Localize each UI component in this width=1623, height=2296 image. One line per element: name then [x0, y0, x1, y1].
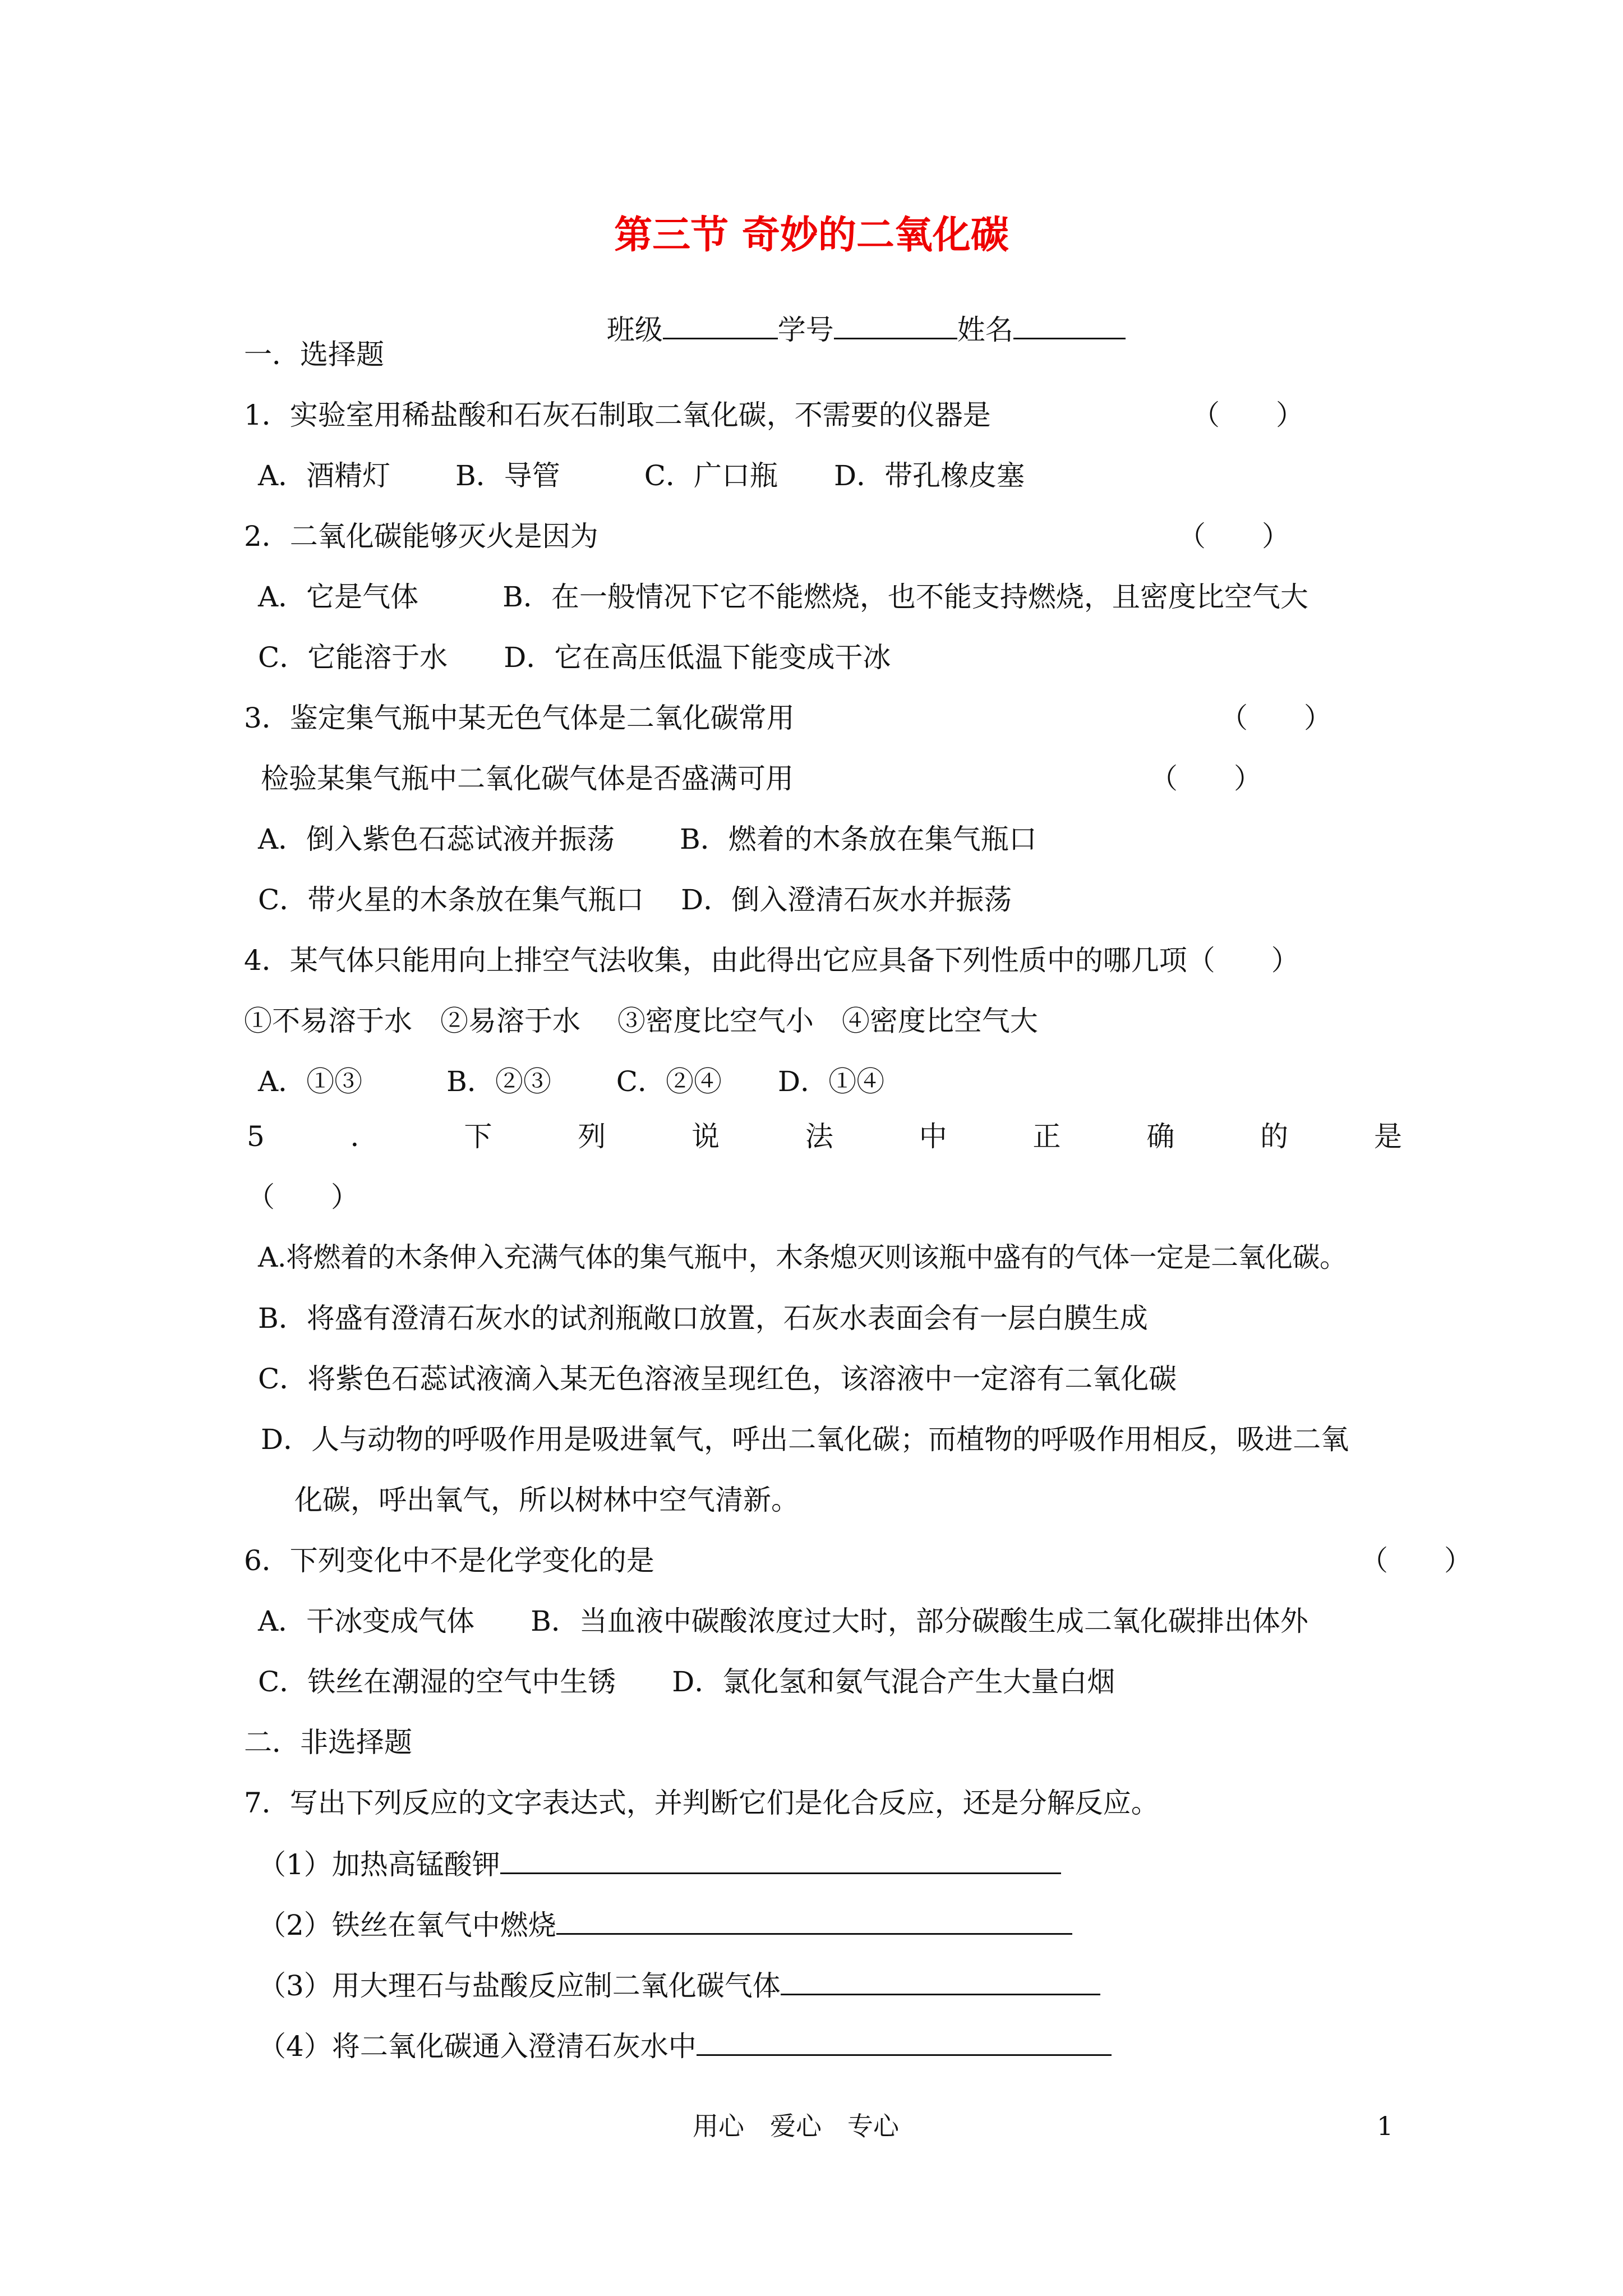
- q7-item-2: [258, 1906, 1072, 1943]
- q2-options-cd: C．它能溶于水 D．它在高压低温下能变成干冰: [258, 641, 891, 674]
- q5-option-d-line-1: D．人与动物的呼吸作用是吸进氧气，呼出二氧化碳；而植物的呼吸作用相反，吸进二氧: [261, 1423, 1349, 1456]
- q4-options: A．①③ B．②③ C．②④ D．①④: [258, 1065, 885, 1098]
- q1-stem: 1．实验室用稀盐酸和石灰石制取二氧化碳，不需要的仪器是: [244, 399, 991, 431]
- section-1-heading: 一．选择题: [244, 338, 384, 371]
- q6-stem: 6．下列变化中不是化学变化的是: [244, 1544, 654, 1577]
- answer-blank: [781, 1967, 1100, 1995]
- q5-stem-char: 中: [919, 1120, 947, 1153]
- q7-item-1: [258, 1846, 1061, 1883]
- q1-options: A．酒精灯 B．导管 C．广口瓶 D．带孔橡皮塞: [258, 459, 1025, 492]
- class-blank: [663, 311, 778, 339]
- q5-option-b: B．将盛有澄清石灰水的试剂瓶敞口放置，石灰水表面会有一层白膜生成: [258, 1302, 1148, 1335]
- q5-stem-char: 确: [1146, 1120, 1175, 1153]
- answer-blank: [697, 2027, 1112, 2056]
- q2-stem: 2．二氧化碳能够灭火是因为: [244, 520, 598, 553]
- header-fields: [589, 275, 1126, 348]
- name-label: 姓名: [957, 314, 1013, 346]
- q5-stem-char: 的: [1260, 1120, 1289, 1153]
- q7-stem: 7．写出下列反应的文字表达式，并判断它们是化合反应，还是分解反应。: [244, 1787, 1159, 1819]
- q5-stem-char: 法: [805, 1120, 833, 1153]
- q5-answer-paren: （ ）: [247, 1181, 359, 1213]
- q1-answer-paren: （ ）: [1192, 399, 1304, 431]
- q5-stem-char: 列: [578, 1120, 606, 1153]
- q3-answer-paren: （ ）: [1220, 702, 1332, 734]
- q7-item-label: （2）铁丝在氧气中燃烧: [258, 1909, 556, 1941]
- q7-item-3: [258, 1967, 1100, 2004]
- q7-item-label: （3）用大理石与盐酸反应制二氧化碳气体: [258, 1970, 781, 2002]
- q5-stem-char: 5: [247, 1120, 265, 1153]
- answer-blank: [500, 1846, 1061, 1874]
- q5-stem-char: 下: [464, 1120, 492, 1153]
- q3-stem: 3．鉴定集气瓶中某无色气体是二氧化碳常用: [244, 702, 795, 734]
- q5-stem-char: ．: [350, 1120, 379, 1153]
- q7-item-label: （4）将二氧化碳通入澄清石灰水中: [258, 2030, 697, 2063]
- q5-stem: [247, 1119, 1402, 1154]
- name-blank: [1013, 311, 1126, 339]
- q3-options-ab: A．倒入紫色石蕊试液并振荡 B．燃着的木条放在集气瓶口: [258, 823, 1037, 855]
- q3-stem-2: 检验某集气瓶中二氧化碳气体是否盛满可用: [261, 762, 794, 795]
- q7-item-label: （1）加热高锰酸钾: [258, 1848, 500, 1881]
- q3-options-cd: C．带火星的木条放在集气瓶口 D．倒入澄清石灰水并振荡: [258, 884, 1012, 916]
- page-title: 第三节 奇妙的二氧化碳: [614, 213, 1009, 257]
- class-label: 班级: [606, 314, 663, 346]
- q6-answer-paren: （ ）: [1360, 1544, 1472, 1577]
- q5-option-d-line-2: 化碳，呼出氧气，所以树林中空气清新。: [294, 1484, 799, 1516]
- q2-answer-paren: （ ）: [1178, 520, 1290, 553]
- q5-stem-char: 正: [1032, 1120, 1061, 1153]
- q5-stem-char: 是: [1373, 1120, 1402, 1153]
- q5-option-a: A.将燃着的木条伸入充满气体的集气瓶中，木条熄灭则该瓶中盛有的气体一定是二氧化碳。: [258, 1241, 1347, 1273]
- q4-properties: ①不易溶于水 ②易溶于水 ③密度比空气小 ④密度比空气大: [244, 1005, 1038, 1037]
- footer-motto: 用心 爱心 专心: [693, 2111, 899, 2141]
- page-number: 1: [1377, 2111, 1394, 2141]
- q5-option-c: C．将紫色石蕊试液滴入某无色溶液呈现红色，该溶液中一定溶有二氧化碳: [258, 1363, 1177, 1395]
- number-blank: [834, 311, 957, 339]
- q2-options-ab: A．它是气体 B．在一般情况下它不能燃烧，也不能支持燃烧，且密度比空气大: [258, 581, 1308, 613]
- q6-options-ab: A．干冰变成气体 B．当血液中碳酸浓度过大时，部分碳酸生成二氧化碳排出体外: [258, 1605, 1308, 1637]
- answer-blank: [556, 1906, 1072, 1935]
- number-label: 学号: [777, 314, 834, 346]
- q7-item-4: [258, 2027, 1112, 2064]
- q3-answer-paren-2: （ ）: [1150, 762, 1262, 795]
- q4-stem: 4．某气体只能用向上排空气法收集，由此得出它应具备下列性质中的哪几项（ ）: [244, 944, 1299, 977]
- q5-stem-char: 说: [691, 1120, 720, 1153]
- q6-options-cd: C．铁丝在潮湿的空气中生锈 D．氯化氢和氨气混合产生大量白烟: [258, 1665, 1115, 1698]
- section-2-heading: 二．非选择题: [244, 1726, 412, 1759]
